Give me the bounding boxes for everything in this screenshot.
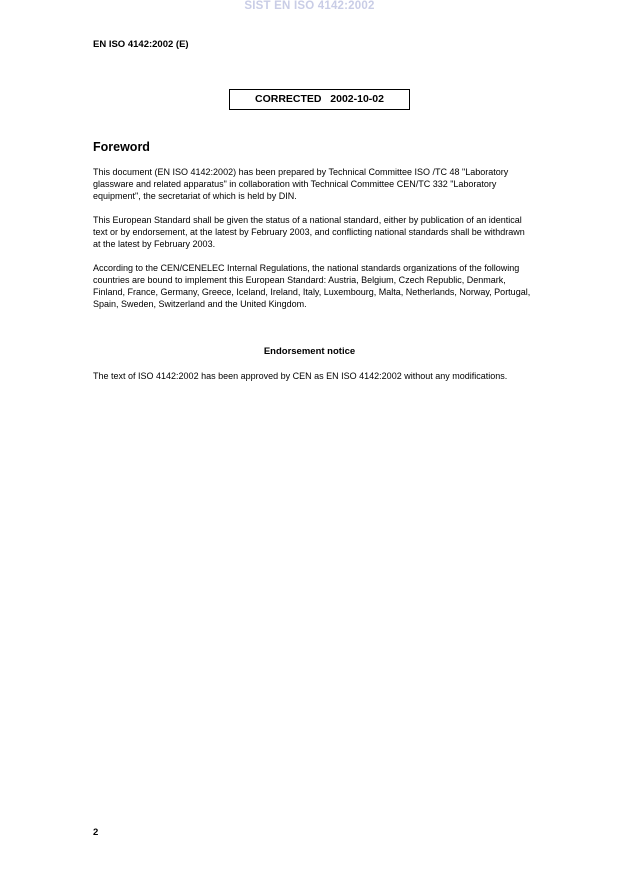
foreword-heading: Foreword bbox=[93, 140, 150, 154]
watermark-text: SIST EN ISO 4142:2002 bbox=[244, 0, 375, 12]
endorsement-heading: Endorsement notice bbox=[263, 346, 356, 357]
corrected-stamp: CORRECTED 2002-10-02 bbox=[229, 89, 410, 110]
document-id: EN ISO 4142:2002 (E) bbox=[93, 39, 189, 50]
page-number: 2 bbox=[93, 827, 99, 838]
foreword-paragraph-2: This European Standard shall be given the status of a national standard, either by publication of an identical text or by endorsement, at the latest by February 2003, and conflicting national standards shall be withdrawn at the latest by February 2003. bbox=[93, 215, 525, 249]
foreword-paragraph-3: According to the CEN/CENELEC Internal Regulations, the national standards organizations of the following countries are bound to implement this European Standard: Austria, Belgium, Czech Republic, Denmark, Finland, France, Germany, Greece, Iceland, Ireland, Italy, Luxembourg, Malta, Netherlands, Norway, Portugal, Spain, Sweden, Switzerland and the United Kingdom. bbox=[93, 263, 531, 309]
endorsement-paragraph: The text of ISO 4142:2002 has been approved by CEN as EN ISO 4142:2002 without any modifications. bbox=[93, 371, 508, 381]
foreword-paragraph-1: This document (EN ISO 4142:2002) has been prepared by Technical Committee ISO /TC 48 "Laboratory glassware and related apparatus" in collaboration with Technical Committee CEN/TC 332 "Laboratory equipment", the secretariat of which is held by DIN. bbox=[93, 167, 509, 201]
